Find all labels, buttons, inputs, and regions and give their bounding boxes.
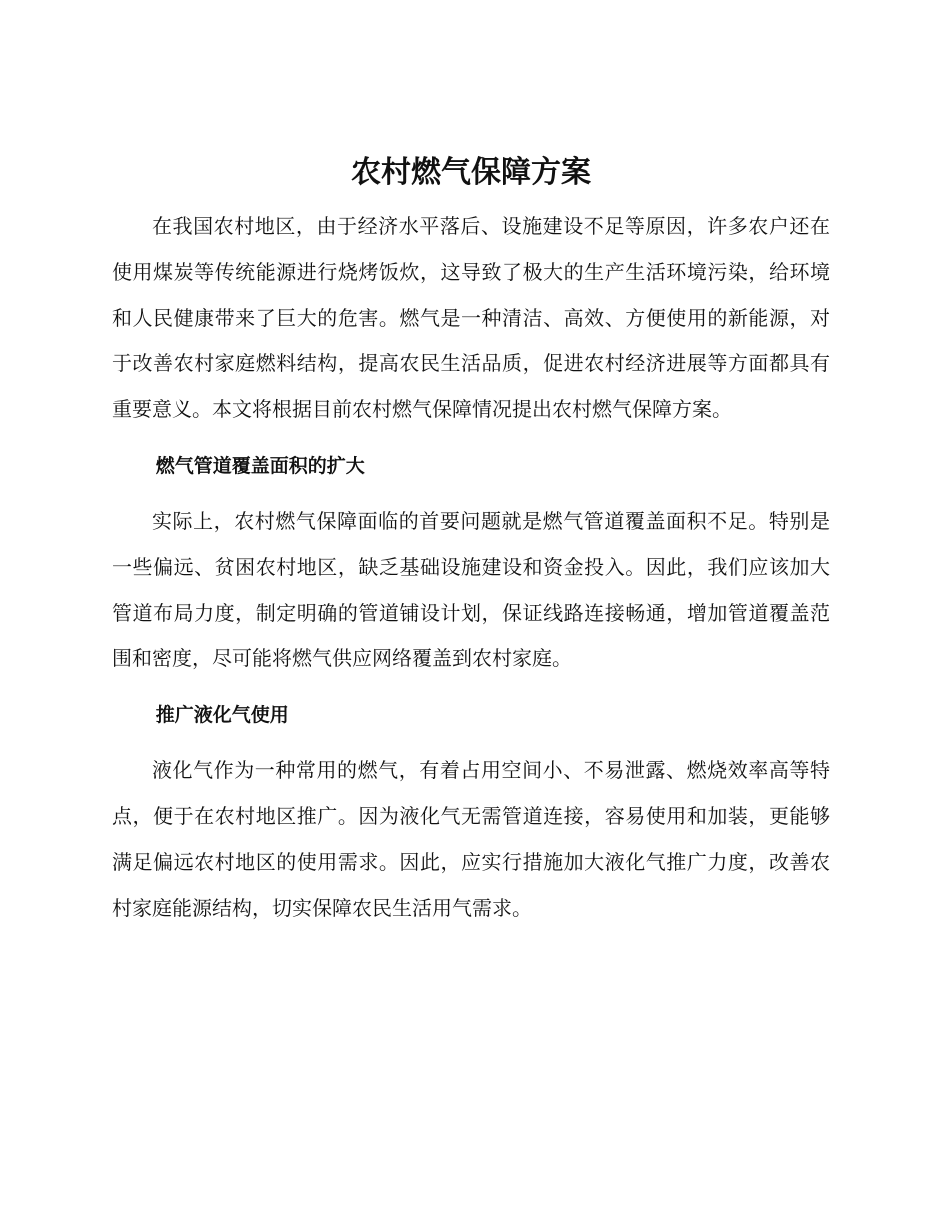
section-heading: 推广液化气使用 (155, 704, 289, 727)
document-title: 农村燃气保障方案 (351, 155, 591, 190)
section-pipeline-coverage (112, 443, 830, 682)
section-lpg-promotion (112, 692, 830, 931)
section-paragraph: 实际上，农村燃气保障面临的首要问题就是燃气管道覆盖面积不足。特别是一些偏远、贫困农村地区，缺乏基础设施建设和资金投入。因此，我们应该加大管道布局力度，制定明确的管道铺设计划，保证线路连接畅通，增加管道覆盖范围和密度，尽可能将燃气供应网络覆盖到农村家庭。 (112, 508, 830, 671)
section-paragraph: 液化气作为一种常用的燃气，有着占用空间小、不易泄露、燃烧效率高等特点，便于在农村地区推广。因为液化气无需管道连接，容易使用和加装，更能够满足偏远农村地区的使用需求。因此，应实行措施加大液化气推广力度，改善农村家庭能源结构，切实保障农民生活用气需求。 (112, 758, 830, 920)
intro-paragraph: 在我国农村地区，由于经济水平落后、设施建设不足等原因，许多农户还在使用煤炭等传统能源进行烧烤饭炊，这导致了极大的生产生活环境污染，给环境和人民健康带来了巨大的危害。燃气是一种清洁、高效、方便使用的新能源，对于改善农村家庭燃料结构，提高农民生活品质，促进农村经济进展等方面都具有重要意义。本文将根据目前农村燃气保障情况提出农村燃气保障方案。 (112, 214, 830, 422)
section-heading: 燃气管道覆盖面积的扩大 (155, 454, 365, 477)
document-content (112, 150, 830, 931)
